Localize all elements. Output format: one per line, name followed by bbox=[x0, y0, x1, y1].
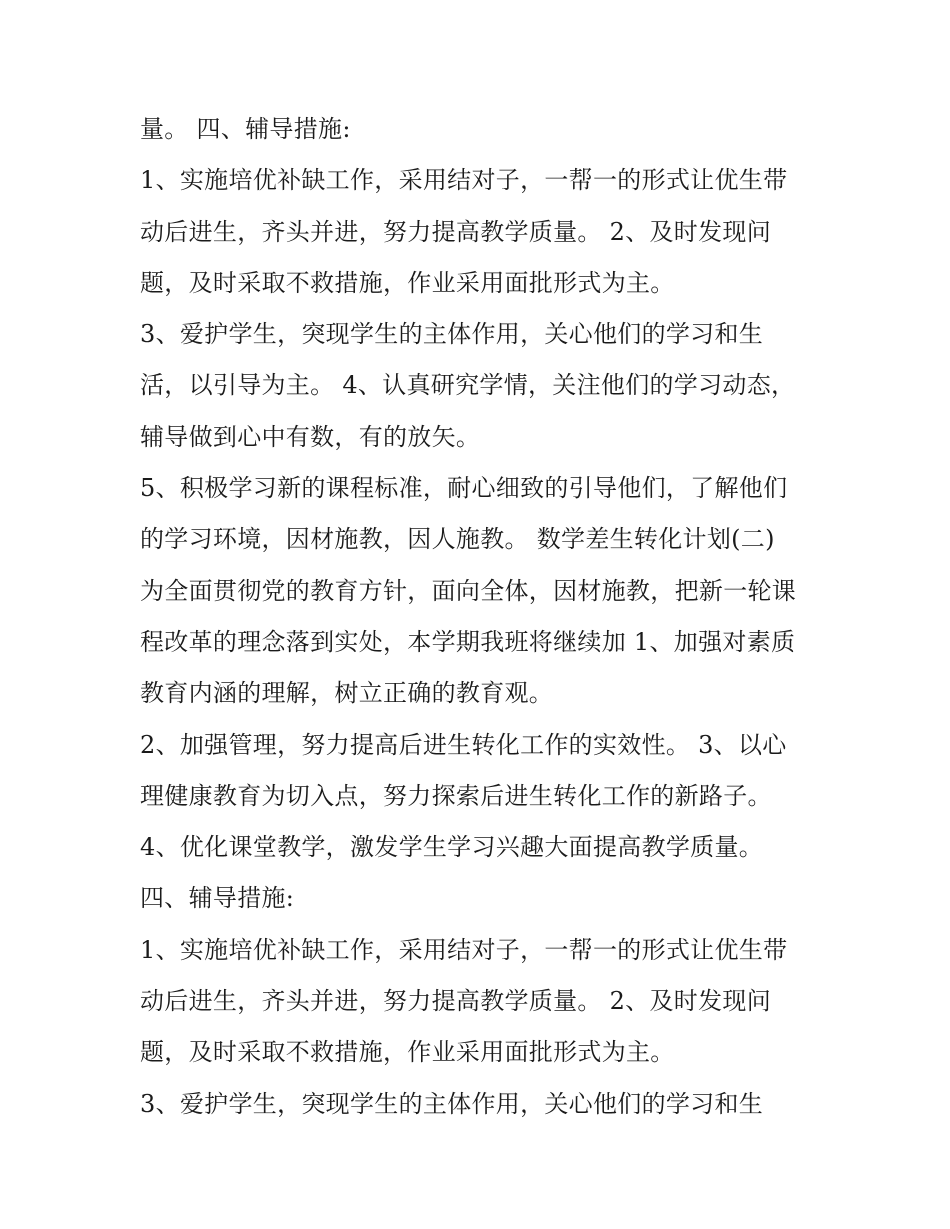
text-line: 四、辅导措施: bbox=[140, 884, 295, 913]
text-line: 量。 四、辅导措施: bbox=[140, 115, 351, 143]
text-line: 动后进生，齐头并进，努力提高教学质量。 2、及时发现问 bbox=[140, 987, 771, 1016]
text-line: 活，以引导为主。 4、认真研究学情，关注他们的学习动态， bbox=[140, 371, 796, 400]
document-body bbox=[140, 104, 830, 1130]
text-line: 动后进生，齐头并进，努力提高教学质量。 2、及时发现问 bbox=[140, 217, 771, 246]
text-line: 题，及时采取不救措施，作业采用面批形式为主。 bbox=[140, 1038, 675, 1067]
text-line: 2、加强管理，努力提高后进生转化工作的实效性。 3、以心 bbox=[140, 730, 787, 759]
text-line: 3、爱护学生，突现学生的主体作用，关心他们的学习和生 bbox=[140, 1089, 764, 1118]
text-line: 辅导做到心中有数，有的放矢。 bbox=[140, 422, 481, 451]
text-line: 为全面贯彻党的教育方针，面向全体，因材施教，把新一轮课 bbox=[140, 576, 797, 605]
text-line: 5、积极学习新的课程标准，耐心细致的引导他们，了解他们 bbox=[140, 474, 788, 503]
text-line: 理健康教育为切入点，努力探索后进生转化工作的新路子。 bbox=[140, 781, 772, 810]
text-line: 的学习环境，因材施教，因人施教。 数学差生转化计划(二) bbox=[140, 525, 775, 554]
text-line: 1、实施培优补缺工作，采用结对子，一帮一的形式让优生带 bbox=[140, 166, 788, 195]
text-line: 教育内涵的理解，树立正确的教育观。 bbox=[140, 679, 554, 708]
text-line: 3、爱护学生，突现学生的主体作用，关心他们的学习和生 bbox=[140, 320, 764, 349]
text-line: 4、优化课堂教学，激发学生学习兴趣大面提高教学质量。 bbox=[140, 833, 764, 862]
text-line: 1、实施培优补缺工作，采用结对子，一帮一的形式让优生带 bbox=[140, 935, 788, 964]
text-line: 题，及时采取不救措施，作业采用面批形式为主。 bbox=[140, 268, 675, 297]
text-line: 程改革的理念落到实处，本学期我班将继续加 1、加强对素质 bbox=[140, 627, 796, 656]
